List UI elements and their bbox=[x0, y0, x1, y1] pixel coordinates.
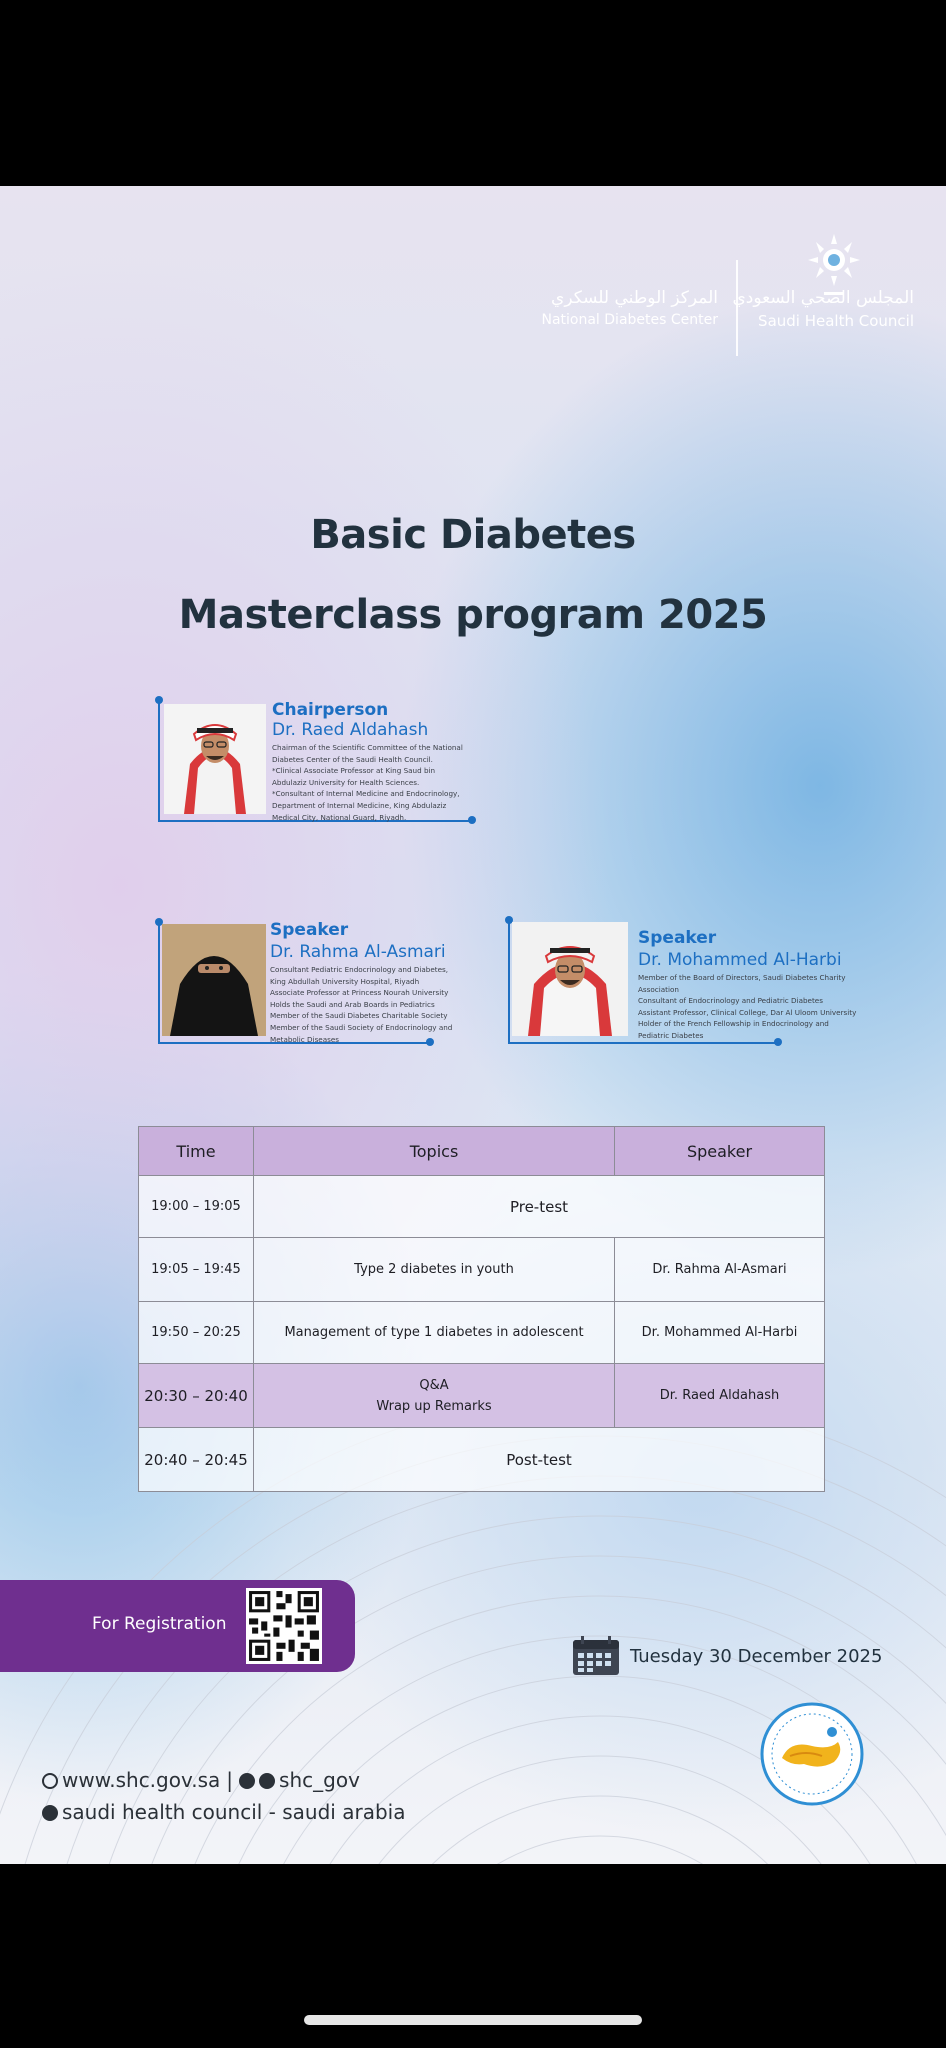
linkedin-icon[interactable] bbox=[42, 1805, 58, 1821]
speaker-rahma-photo bbox=[162, 924, 266, 1036]
speaker-mohammed-bio: Member of the Board of Directors, Saudi Diabetes Charity Association Consultant of Endocrinology and Pediatric Diabetes Assistant Professor, Clinical College, Dar Al Uloom University Holder of the French Fellowship in Endocrinology and Pediatric Diabetes bbox=[638, 973, 857, 1040]
chairperson-role: Chairperson bbox=[272, 700, 389, 720]
table-row bbox=[139, 1238, 825, 1302]
row-topic bbox=[254, 1364, 615, 1428]
row-time: 19:50 – 20:25 bbox=[139, 1302, 254, 1364]
row-speaker: Dr. Rahma Al-Asmari bbox=[615, 1238, 825, 1302]
globe-icon bbox=[42, 1773, 58, 1789]
table-row bbox=[139, 1302, 825, 1364]
header-speaker: Speaker bbox=[615, 1127, 825, 1176]
program-title-line-2: Masterclass program 2025 bbox=[178, 592, 768, 638]
table-row bbox=[139, 1176, 825, 1238]
speaker-card-rahma bbox=[158, 922, 498, 1062]
separator: | bbox=[226, 1768, 234, 1792]
footer-linkedin-line bbox=[42, 1800, 405, 1824]
row-speaker: Dr. Raed Aldahash bbox=[615, 1364, 825, 1428]
website-link[interactable]: www.shc.gov.sa bbox=[62, 1768, 221, 1792]
row-topic-line-2: Wrap up Remarks bbox=[376, 1398, 492, 1414]
program-title-line-1: Basic Diabetes bbox=[310, 512, 636, 558]
header-time: Time bbox=[139, 1127, 254, 1176]
row-topic: Post-test bbox=[254, 1428, 825, 1492]
speaker-rahma-name: Dr. Rahma Al-Asmari bbox=[270, 942, 446, 962]
schedule-header-row bbox=[139, 1127, 825, 1176]
row-topic: Management of type 1 diabetes in adolescent bbox=[254, 1302, 615, 1364]
speaker-mohammed-name: Dr. Mohammed Al-Harbi bbox=[638, 950, 842, 970]
row-time: 20:40 – 20:45 bbox=[139, 1428, 254, 1492]
row-time: 20:30 – 20:40 bbox=[139, 1364, 254, 1428]
home-indicator[interactable] bbox=[304, 2015, 642, 2025]
table-row bbox=[139, 1364, 825, 1428]
linkedin-link[interactable]: saudi health council - saudi arabia bbox=[62, 1800, 406, 1824]
social-handle[interactable]: shc_gov bbox=[279, 1768, 360, 1792]
ndc-arabic-name: المركز الوطني للسكري bbox=[551, 288, 718, 308]
row-time: 19:00 – 19:05 bbox=[139, 1176, 254, 1238]
row-topic: Type 2 diabetes in youth bbox=[254, 1238, 615, 1302]
chairperson-bio: Chairman of the Scientific Committee of the National Diabetes Center of the Saudi Health Council. *Clinical Associate Professor at King Saud bin Abdulaziz University for Health Sciences. *Consultant of Internal Medicine and Endocrinology, Department of Internal Medicine, King Abdulaziz Medical City, National Guard, Riyadh. bbox=[272, 743, 463, 822]
chairperson-name: Dr. Raed Aldahash bbox=[272, 720, 429, 740]
row-speaker: Dr. Mohammed Al-Harbi bbox=[615, 1302, 825, 1364]
footer-contact-line bbox=[42, 1768, 360, 1792]
row-topic-line-1: Q&A bbox=[419, 1377, 449, 1393]
speaker-rahma-role: Speaker bbox=[270, 920, 349, 940]
instagram-icon[interactable] bbox=[239, 1773, 255, 1789]
calendar-icon bbox=[572, 1636, 620, 1676]
speaker-mohammed-photo bbox=[512, 922, 628, 1036]
speaker-rahma-bio: Consultant Pediatric Endocrinology and Diabetes, King Abdullah University Hospital, Riyadh Associate Professor at Princess Nourah University Holds the Saudi and Arab Boards in Pediatrics Member of the Saudi Diabetes Charitable Society Member of the Saudi Society of Endocrinology and Metabolic Diseases bbox=[270, 965, 453, 1044]
schedule-table bbox=[138, 1126, 825, 1492]
registration-qr-code-icon[interactable] bbox=[246, 1588, 322, 1664]
speaker-mohammed-role: Speaker bbox=[638, 928, 717, 948]
row-topic: Pre-test bbox=[254, 1176, 825, 1238]
registration-banner[interactable] bbox=[0, 1580, 355, 1672]
event-poster bbox=[0, 186, 946, 1864]
shc-arabic-name: المجلس الصحي السعودي bbox=[732, 288, 914, 308]
national-diabetes-badge-icon bbox=[760, 1702, 864, 1806]
header-topics: Topics bbox=[254, 1127, 615, 1176]
chairperson-photo bbox=[164, 704, 266, 814]
registration-label: For Registration bbox=[92, 1614, 227, 1634]
chairperson-card bbox=[158, 700, 498, 840]
table-row bbox=[139, 1428, 825, 1492]
speaker-card-mohammed bbox=[508, 920, 908, 1060]
shc-english-name: Saudi Health Council bbox=[758, 312, 914, 330]
row-time: 19:05 – 19:45 bbox=[139, 1238, 254, 1302]
logo-divider bbox=[736, 260, 738, 356]
x-icon[interactable] bbox=[259, 1773, 275, 1789]
ndc-english-name: National Diabetes Center bbox=[541, 312, 718, 328]
event-date-text: Tuesday 30 December 2025 bbox=[630, 1646, 883, 1667]
